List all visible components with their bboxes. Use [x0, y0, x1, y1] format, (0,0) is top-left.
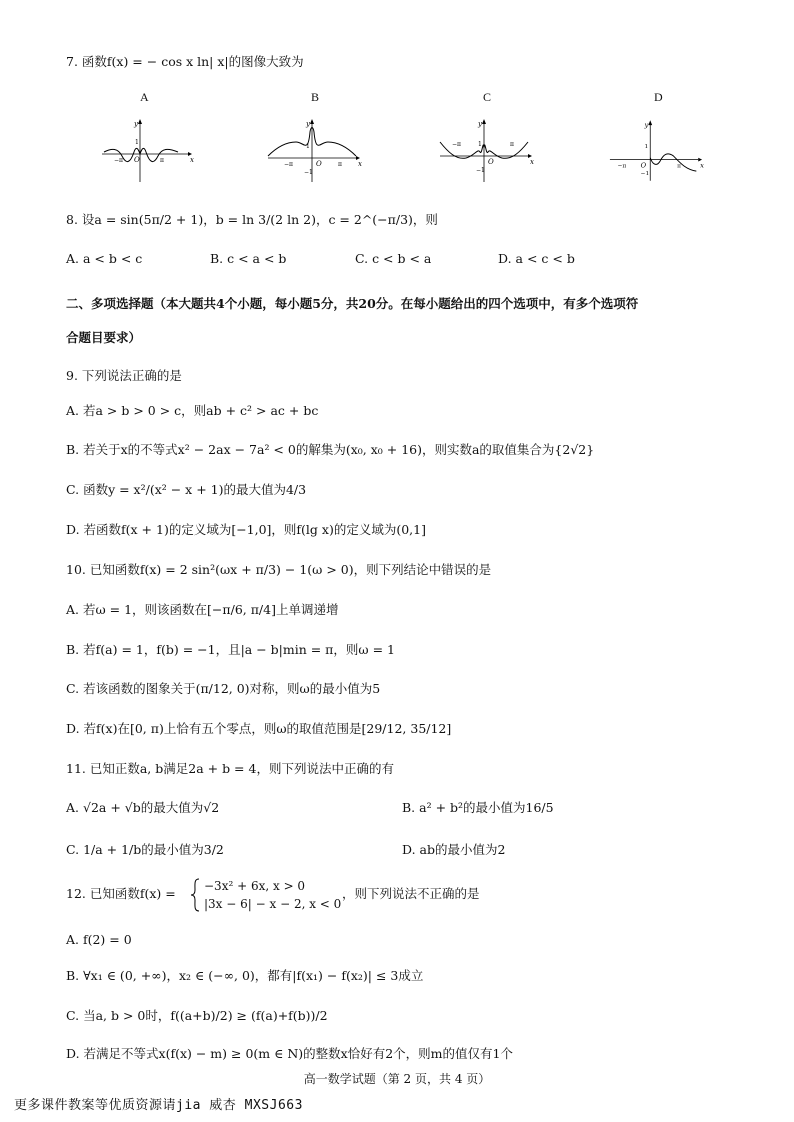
section2-heading-line1: 二、多项选择题（本大题共4个小题，每小题5分，共20分。在每小题给出的四个选项中，有多个选项符: [66, 296, 639, 311]
svg-text:−π: −π: [617, 163, 627, 170]
q8-option-d: D. a < c < b: [498, 251, 575, 266]
q10-option-d: D. 若f(x)在[0, π)上恰有五个零点，则ω的取值范围是[29/12, 35/12]: [66, 721, 452, 736]
svg-text:y: y: [134, 120, 138, 128]
graph-label-c: C: [483, 90, 492, 104]
svg-text:−1: −1: [476, 167, 485, 174]
promo-text: 更多课件教案等优质资源请jia 威杏 MXSJ663: [14, 1098, 303, 1113]
svg-text:O: O: [316, 160, 322, 168]
graph-label-b: B: [311, 90, 320, 104]
svg-text:1: 1: [135, 139, 139, 146]
svg-text:−π: −π: [114, 157, 123, 164]
svg-text:π: π: [160, 157, 164, 164]
graph-b: [266, 118, 362, 184]
svg-text:1: 1: [644, 144, 649, 151]
q10-option-c: C. 若该函数的图象关于(π/12, 0)对称，则ω的最小值为5: [66, 681, 381, 696]
svg-text:x: x: [190, 156, 194, 164]
svg-text:1: 1: [478, 141, 482, 148]
q12-stem-suffix: ，则下列说法不正确的是: [342, 886, 480, 901]
graph-label-a: A: [140, 90, 149, 104]
q9-option-c: C. 函数y = x²/(x² − x + 1)的最大值为4/3: [66, 482, 307, 497]
q9-stem: 9. 下列说法正确的是: [66, 368, 182, 383]
q9-option-a: A. 若a > b > 0 > c，则ab + c² > ac + bc: [66, 403, 319, 418]
svg-text:O: O: [488, 158, 494, 166]
graph-c: [438, 118, 534, 184]
svg-text:π: π: [338, 161, 342, 168]
svg-text:x: x: [700, 161, 704, 170]
svg-text:−1: −1: [640, 171, 650, 177]
q12-option-d: D. 若满足不等式x(f(x) − m) ≥ 0(m ∈ N)的整数x恰好有2个，则m的值仅有1个: [66, 1046, 513, 1061]
q12-case1: −3x² + 6x, x > 0: [204, 879, 306, 893]
svg-text:−1: −1: [304, 169, 313, 176]
svg-text:O: O: [134, 156, 140, 164]
q12-stem-prefix: 12. 已知函数f(x) =: [66, 886, 176, 901]
svg-text:y: y: [644, 121, 649, 129]
q11-option-a: A. √2a + √b的最大值为√2: [66, 800, 220, 815]
page-footer: 高一数学试题（第 2 页，共 4 页）: [303, 1072, 491, 1086]
q10-option-b: B. 若f(a) = 1，f(b) = −1，且|a − b|min = π，则ω = 1: [66, 642, 395, 657]
q8-option-a: A. a < b < c: [66, 251, 143, 266]
svg-text:1: 1: [306, 143, 310, 150]
q11-option-d: D. ab的最小值为2: [402, 842, 506, 857]
q11-option-b: B. a² + b²的最小值为16/5: [402, 800, 554, 815]
svg-text:x: x: [530, 158, 534, 166]
q8-option-b: B. c < a < b: [210, 251, 287, 266]
q8-stem: 8. 设a = sin(5π/2 + 1)，b = ln 3/(2 ln 2)，c = 2^(−π/3)，则: [66, 212, 438, 227]
svg-text:π: π: [677, 163, 681, 170]
graph-label-d: D: [654, 90, 663, 104]
q7-stem: 7. 函数f(x) = − cos x ln| x|的图像大致为: [66, 54, 304, 69]
graph-a: [100, 118, 196, 184]
svg-text:x: x: [358, 160, 362, 168]
svg-text:−π: −π: [284, 161, 293, 168]
svg-text:−π: −π: [452, 141, 461, 148]
q12-case2: |3x − 6| − x − 2, x < 0: [204, 897, 342, 911]
svg-text:y: y: [306, 120, 310, 128]
q11-stem: 11. 已知正数a, b满足2a + b = 4，则下列说法中正确的有: [66, 761, 394, 776]
svg-text:π: π: [510, 141, 514, 148]
q12-option-c: C. 当a, b > 0时，f((a+b)/2) ≥ (f(a)+f(b))/2: [66, 1008, 328, 1023]
svg-text:y: y: [478, 120, 482, 128]
q8-option-c: C. c < b < a: [355, 251, 432, 266]
q11-option-c: C. 1/a + 1/b的最小值为3/2: [66, 842, 224, 857]
graph-d: [608, 118, 704, 184]
q12-option-b: B. ∀x₁ ∈ (0, +∞)，x₂ ∈ (−∞, 0)，都有|f(x₁) − f(x₂)| ≤ 3成立: [66, 968, 424, 983]
q12-brace: [190, 878, 200, 912]
q9-option-b: B. 若关于x的不等式x² − 2ax − 7a² < 0的解集为(x₀, x₀ + 16)，则实数a的取值集合为{2√2}: [66, 442, 595, 457]
q10-stem: 10. 已知函数f(x) = 2 sin²(ωx + π/3) − 1(ω > 0)，则下列结论中错误的是: [66, 562, 492, 577]
q10-option-a: A. 若ω = 1，则该函数在[−π/6, π/4]上单调递增: [66, 602, 339, 617]
q12-option-a: A. f(2) = 0: [66, 932, 132, 947]
svg-text:O: O: [640, 161, 647, 170]
q9-option-d: D. 若函数f(x + 1)的定义域为[−1,0]，则f(lg x)的定义域为(0,1]: [66, 522, 426, 537]
section2-heading-line2: 合题目要求）: [66, 330, 142, 345]
